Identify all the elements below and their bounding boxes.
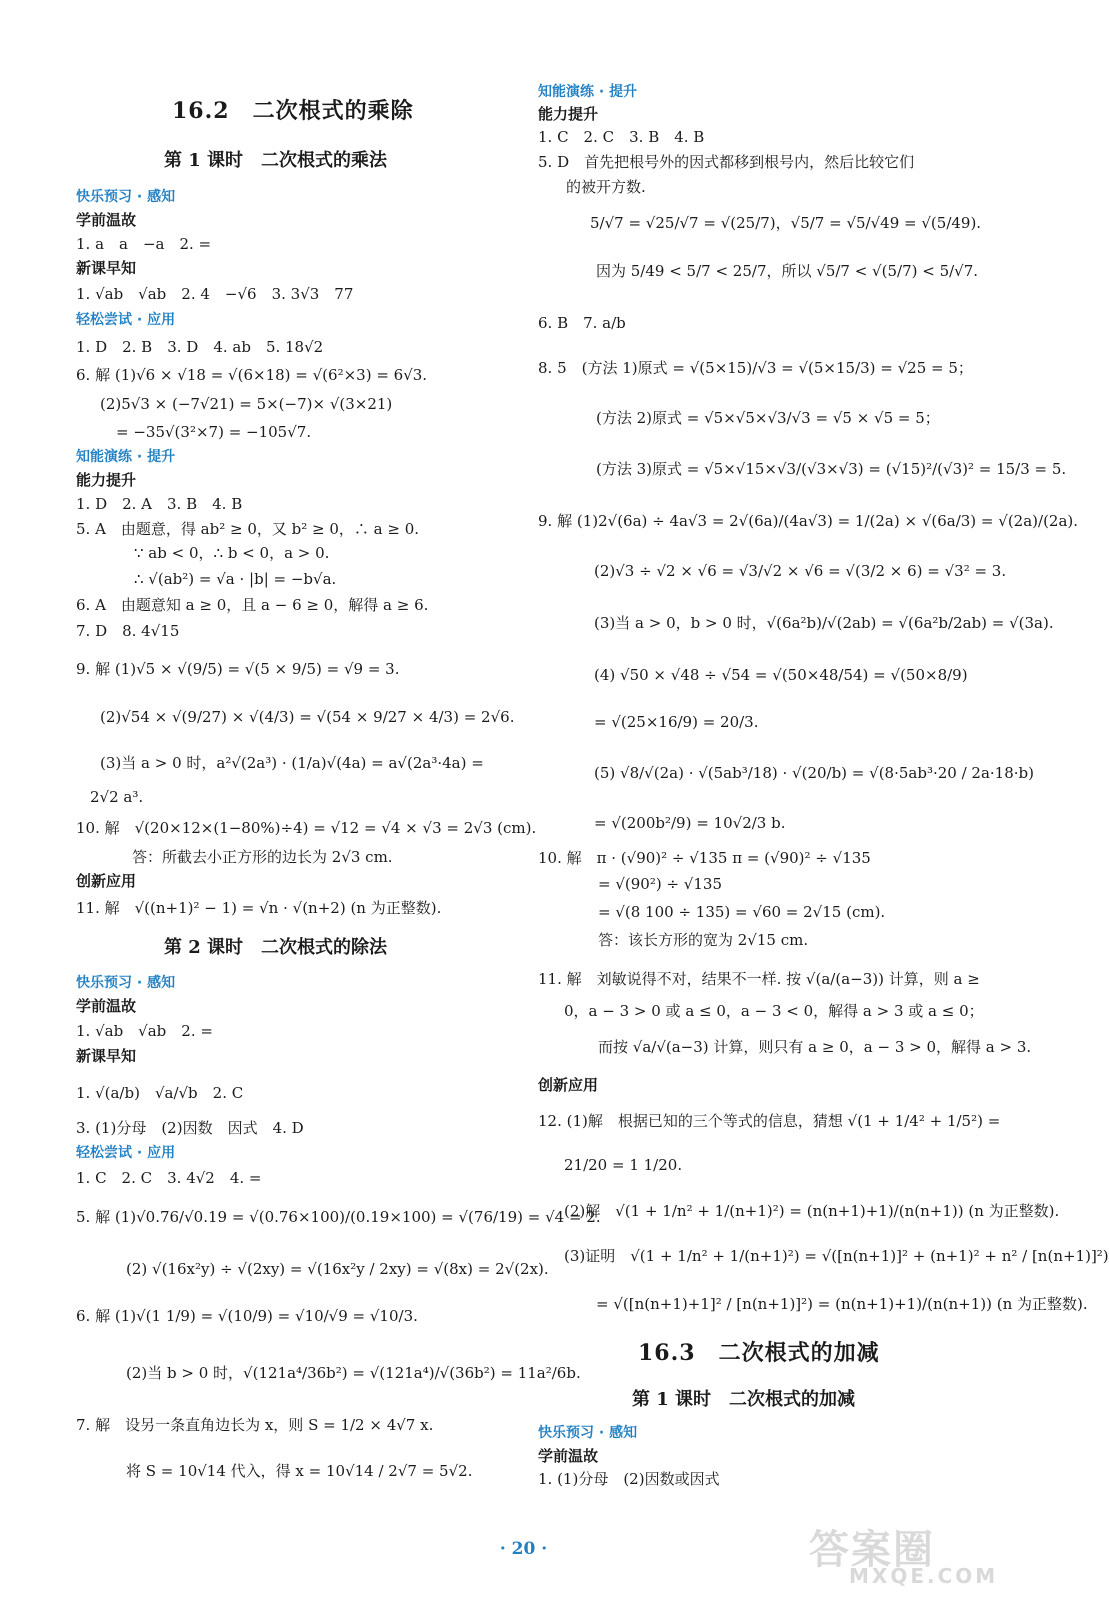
answer-line: (2) √(16x²y) ÷ √(2xy) = √(16x²y / 2xy) = √(8x) = 2√(2x). [126, 1260, 549, 1278]
lesson-2-title: 第 2 课时 二次根式的除法 [164, 937, 388, 958]
watermark-main: 答案圈 [809, 1527, 935, 1573]
answer-line: 10. 解 π · (√90)² ÷ √135 π = (√90)² ÷ √135 [538, 849, 871, 867]
answer-line: 1. √ab √ab 2. = [76, 1022, 213, 1040]
answer-line: (2)√3 ÷ √2 × √6 = √3/√2 × √6 = √(3/2 × 6) = √3² = 3. [594, 562, 1007, 580]
answer-line: 7. D 8. 4√15 [76, 622, 180, 640]
answer-line: 8. 5 (方法 1)原式 = √(5×15)/√3 = √(5×15/3) = √25 = 5； [538, 359, 973, 377]
answer-line: 6. 解 (1)√6 × √18 = √(6×18) = √(6²×3) = 6√3. [76, 366, 428, 384]
answer-line: (3)当 a > 0 时，a²√(2a³) · (1/a)√(4a) = a√(2a³·4a) = [100, 754, 484, 772]
answer-line: 答：该长方形的宽为 2√15 cm. [598, 931, 809, 949]
watermark-logo [809, 1518, 1019, 1588]
answer-line: 21/20 = 1 1/20. [564, 1156, 683, 1174]
answer-line: 6. B 7. a/b [538, 314, 626, 332]
sub-review: 学前温故 [538, 1447, 599, 1465]
answer-line: 3. (1)分母 (2)因数 因式 4. D [76, 1119, 304, 1137]
answer-line: 11. 解 √((n+1)² − 1) = √n · √(n+2) (n 为正整数). [76, 899, 442, 917]
answer-line: (2)5√3 × (−7√21) = 5×(−7)× √(3×21) [100, 395, 393, 413]
section-title-16-2: 16.2 二次根式的乘除 [172, 98, 414, 124]
answer-line: 1. √(a/b) √a/√b 2. C [76, 1084, 244, 1102]
answer-line: (4) √50 × √48 ÷ √54 = √(50×48/54) = √(50×8/9) [594, 666, 968, 684]
tag-preview: 快乐预习 · 感知 [76, 189, 176, 205]
answer-line: 9. 解 (1)2√(6a) ÷ 4a√3 = 2√(6a)/(4a√3) = 1/(2a) × √(6a/3) = √(2a)/(2a). [538, 512, 1079, 530]
answer-line: (5) √8/√(2a) · √(5ab³/18) · √(20/b) = √(8·5ab³·20 / 2a·18·b) [594, 764, 1034, 782]
sub-innovate: 创新应用 [76, 872, 137, 890]
lesson-1-title: 第 1 课时 二次根式的乘法 [164, 150, 388, 171]
sub-ability: 能力提升 [76, 471, 137, 489]
sub-new: 新课早知 [76, 259, 137, 277]
answer-line: = √(90²) ÷ √135 [598, 875, 722, 893]
answer-line: 因为 5/49 < 5/7 < 25/7，所以 √5/7 < √(5/7) < 5/√7. [596, 262, 979, 280]
answer-line: 1. C 2. C 3. B 4. B [538, 128, 705, 146]
tag-preview: 快乐预习 · 感知 [76, 975, 176, 991]
page-number: · 20 · [499, 1539, 548, 1559]
answer-line: 9. 解 (1)√5 × √(9/5) = √(5 × 9/5) = √9 = 3. [76, 660, 400, 678]
answer-line: (方法 3)原式 = √5×√15×√3/(√3×√3) = (√15)²/(√3)² = 15/3 = 5. [596, 460, 1067, 478]
answer-line: 0，a − 3 > 0 或 a ≤ 0，a − 3 < 0，解得 a > 3 或 a ≤ 0； [564, 1002, 984, 1020]
answer-line: 6. A 由题意知 a ≥ 0，且 a − 6 ≥ 0，解得 a ≥ 6. [76, 596, 429, 614]
answer-line: 5/√7 = √25/√7 = √(25/7)，√5/7 = √5/√49 = √(5/49). [590, 214, 982, 232]
answer-line: 1. (1)分母 (2)因数或因式 [538, 1470, 720, 1488]
sub-new: 新课早知 [76, 1047, 137, 1065]
answer-line: 10. 解 √(20×12×(1−80%)÷4) = √12 = √4 × √3 = 2√3 (cm). [76, 819, 537, 837]
answer-line: 5. A 由题意，得 ab² ≥ 0，又 b² ≥ 0，∴ a ≥ 0. [76, 520, 420, 538]
answer-line: (3)当 a > 0，b > 0 时，√(6a²b)/√(2ab) = √(6a²b/2ab) = √(3a). [594, 614, 1054, 632]
section-title-16-3: 16.3 二次根式的加减 [638, 1340, 880, 1366]
answer-line: = √(8 100 ÷ 135) = √60 = 2√15 (cm). [598, 903, 886, 921]
answer-line: (2)√54 × √(9/27) × √(4/3) = √(54 × 9/27 × 4/3) = 2√6. [100, 708, 515, 726]
answer-line: 而按 √a/√(a−3) 计算，则只有 a ≥ 0，a − 3 > 0，解得 a > 3. [598, 1038, 1032, 1056]
tag-practice: 知能演练 · 提升 [538, 84, 638, 100]
answer-line: 12. (1)解 根据已知的三个等式的信息，猜想 √(1 + 1/4² + 1/5²) = [538, 1112, 1001, 1130]
lesson-title-add-sub: 第 1 课时 二次根式的加减 [632, 1389, 856, 1410]
sub-review: 学前温故 [76, 211, 137, 229]
answer-line: 2√2 a³. [90, 788, 144, 806]
answer-line: 1. a a −a 2. = [76, 235, 212, 253]
answer-line: ∵ ab < 0，∴ b < 0，a > 0. [134, 544, 330, 562]
answer-line: 6. 解 (1)√(1 1/9) = √(10/9) = √10/√9 = √10/3. [76, 1307, 418, 1325]
answer-line: = √(25×16/9) = 20/3. [594, 713, 759, 731]
watermark-sub: MXQE.COM [849, 1564, 999, 1588]
tag-try: 轻松尝试 · 应用 [76, 1145, 176, 1161]
answer-line: ∴ √(ab²) = √a · |b| = −b√a. [134, 570, 337, 588]
answer-line: (3)证明 √(1 + 1/n² + 1/(n+1)²) = √([n(n+1)]² + (n+1)² + n² / [n(n+1)]²) [564, 1247, 1109, 1265]
sub-ability: 能力提升 [538, 105, 599, 123]
answer-line: (方法 2)原式 = √5×√5×√3/√3 = √5 × √5 = 5； [596, 409, 940, 427]
answer-line: 1. D 2. A 3. B 4. B [76, 495, 243, 513]
answer-line: 1. √ab √ab 2. 4 −√6 3. 3√3 77 [76, 285, 354, 303]
answer-line: 答：所截去小正方形的边长为 2√3 cm. [132, 848, 393, 866]
answer-line: = √([n(n+1)+1]² / [n(n+1)]²) = (n(n+1)+1)/(n(n+1)) (n 为正整数). [596, 1295, 1088, 1313]
answer-line: (2)解 √(1 + 1/n² + 1/(n+1)²) = (n(n+1)+1)/(n(n+1)) (n 为正整数). [564, 1202, 1060, 1220]
tag-try: 轻松尝试 · 应用 [76, 312, 176, 328]
answer-line: 5. 解 (1)√0.76/√0.19 = √(0.76×100)/(0.19×100) = √(76/19) = √4 = 2. [76, 1208, 601, 1226]
answer-line: (2)当 b > 0 时，√(121a⁴/36b²) = √(121a⁴)/√(36b²) = 11a²/6b. [126, 1364, 581, 1382]
sub-innovate: 创新应用 [538, 1076, 599, 1094]
answer-line: 1. C 2. C 3. 4√2 4. = [76, 1169, 262, 1187]
tag-preview: 快乐预习 · 感知 [538, 1425, 638, 1441]
answer-line: 11. 解 刘敏说得不对，结果不一样. 按 √(a/(a−3)) 计算，则 a ≥ [538, 970, 980, 988]
answer-line: 的被开方数. [566, 178, 646, 196]
answer-line: 将 S = 10√14 代入，得 x = 10√14 / 2√7 = 5√2. [126, 1462, 473, 1480]
tag-practice: 知能演练 · 提升 [76, 449, 176, 465]
answer-line: 7. 解 设另一条直角边长为 x，则 S = 1/2 × 4√7 x. [76, 1416, 434, 1434]
sub-review: 学前温故 [76, 997, 137, 1015]
answer-line: = √(200b²/9) = 10√2/3 b. [594, 814, 786, 832]
answer-line: 1. D 2. B 3. D 4. ab 5. 18√2 [76, 338, 324, 356]
answer-line: = −35√(3²×7) = −105√7. [116, 423, 312, 441]
answer-line: 5. D 首先把根号外的因式都移到根号内，然后比较它们 [538, 153, 915, 171]
